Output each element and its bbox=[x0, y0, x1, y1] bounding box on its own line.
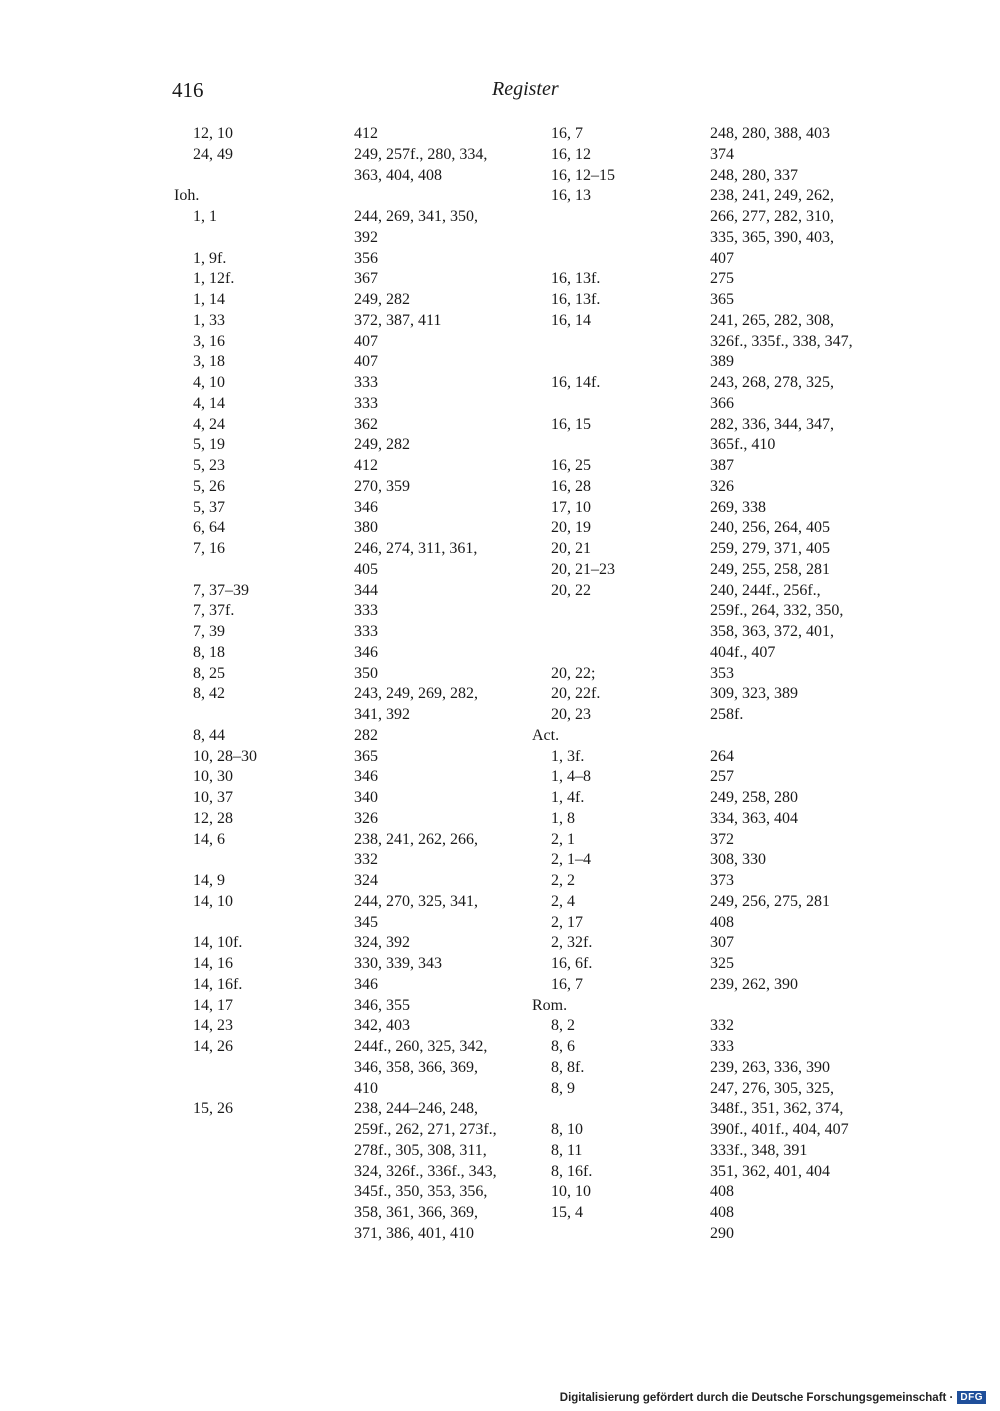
reference-entry bbox=[532, 643, 702, 664]
reference-entry: 1, 33 bbox=[193, 311, 225, 329]
page-references: 410 bbox=[354, 1079, 378, 1097]
page-references: 380 bbox=[354, 519, 378, 537]
reference-entry bbox=[532, 601, 702, 622]
reference-entry bbox=[532, 249, 702, 270]
reference-entry: 8, 18 bbox=[193, 643, 225, 661]
page-references: 412 bbox=[354, 457, 378, 474]
page-references bbox=[354, 186, 524, 207]
reference-entry: 8, 9 bbox=[551, 1079, 575, 1097]
page-references: 365 bbox=[710, 291, 734, 308]
page-references: 241, 265, 282, 308, bbox=[710, 311, 834, 329]
page-references: 346 bbox=[354, 643, 378, 661]
page-references: 332 bbox=[710, 1017, 734, 1035]
page-references: 333 bbox=[354, 623, 378, 640]
page-references: 390f., 401f., 404, 407 bbox=[710, 1121, 849, 1138]
column-2-pages bbox=[354, 124, 524, 1245]
page-references: 363, 404, 408 bbox=[354, 166, 442, 184]
reference-entry: 20, 21–23 bbox=[551, 560, 615, 578]
page-references: 278f., 305, 308, 311, bbox=[354, 1141, 487, 1159]
reference-entry: 2, 32f. bbox=[551, 934, 593, 952]
reference-entry: 5, 19 bbox=[193, 436, 225, 454]
page-references: 248, 280, 388, 403 bbox=[710, 125, 830, 142]
page-references: 353 bbox=[710, 664, 734, 682]
reference-entry: 10, 30 bbox=[193, 768, 233, 786]
page-references: 249, 255, 258, 281 bbox=[710, 560, 830, 578]
reference-entry: 1, 9f. bbox=[193, 249, 227, 267]
footer-credit bbox=[560, 1391, 986, 1404]
page-references: 335, 365, 390, 403, bbox=[710, 228, 834, 246]
reference-entry bbox=[532, 207, 702, 228]
page-references: 324, 392 bbox=[354, 934, 410, 952]
reference-entry: 8, 2 bbox=[551, 1017, 575, 1035]
reference-entry: 14, 17 bbox=[193, 996, 233, 1014]
reference-entry bbox=[532, 332, 702, 353]
reference-entry: 8, 42 bbox=[193, 685, 225, 703]
page-references: 243, 268, 278, 325, bbox=[710, 374, 834, 391]
reference-entry: 7, 37–39 bbox=[193, 581, 249, 599]
page-references: 346, 355 bbox=[354, 996, 410, 1014]
reference-entry bbox=[174, 705, 344, 726]
page-references: 275 bbox=[710, 270, 734, 288]
reference-entry: 1, 3f. bbox=[551, 747, 585, 765]
reference-entry: 16, 25 bbox=[551, 457, 591, 474]
reference-entry: 1, 1 bbox=[193, 208, 217, 225]
reference-entry: 20, 22f. bbox=[551, 685, 601, 703]
page-references: 326f., 335f., 338, 347, bbox=[710, 332, 853, 350]
page-references: 350 bbox=[354, 664, 378, 682]
reference-entry bbox=[174, 560, 344, 581]
page-references: 392 bbox=[354, 228, 378, 246]
page-references: 240, 244f., 256f., bbox=[710, 581, 821, 599]
reference-entry: 14, 16 bbox=[193, 955, 233, 972]
reference-entry: 17, 10 bbox=[551, 498, 591, 516]
page-references: 351, 362, 401, 404 bbox=[710, 1162, 830, 1180]
reference-entry: 12, 28 bbox=[193, 809, 233, 827]
page-references: 389 bbox=[710, 353, 734, 371]
page-references: 308, 330 bbox=[710, 851, 766, 869]
reference-entry bbox=[532, 435, 702, 456]
page-references: 258f. bbox=[710, 706, 744, 723]
reference-entry: 10, 28–30 bbox=[193, 747, 257, 765]
reference-entry: 20, 22 bbox=[551, 581, 591, 599]
reference-entry: 14, 10f. bbox=[193, 934, 243, 952]
reference-entry: 15, 4 bbox=[551, 1204, 583, 1221]
page-number: 416 bbox=[172, 78, 204, 102]
page-references: 257 bbox=[710, 768, 734, 786]
reference-entry: 16, 12 bbox=[551, 145, 591, 163]
page-references: 408 bbox=[710, 1183, 734, 1201]
reference-entry: 16, 13f. bbox=[551, 291, 601, 308]
column-4-pages bbox=[710, 124, 880, 1245]
page-references: 307 bbox=[710, 934, 734, 952]
page-references bbox=[710, 726, 880, 747]
reference-entry: 6, 64 bbox=[193, 519, 225, 537]
reference-entry: 14, 26 bbox=[193, 1038, 233, 1055]
page-references: 249, 258, 280 bbox=[710, 789, 798, 806]
reference-entry: 8, 25 bbox=[193, 664, 225, 682]
reference-entry: 1, 14 bbox=[193, 291, 225, 308]
reference-entry: 20, 23 bbox=[551, 706, 591, 723]
page-references: 334, 363, 404 bbox=[710, 809, 798, 827]
column-1-references bbox=[174, 124, 344, 1120]
reference-entry bbox=[174, 1079, 344, 1100]
reference-entry: 1, 4–8 bbox=[551, 768, 591, 786]
reference-entry: 8, 8f. bbox=[551, 1058, 585, 1076]
reference-entry: 8, 44 bbox=[193, 726, 225, 744]
page-references: 371, 386, 401, 410 bbox=[354, 1224, 474, 1242]
page-references: 326 bbox=[710, 477, 734, 495]
page-references: 324, 326f., 336f., 343, bbox=[354, 1162, 497, 1180]
reference-entry: 20, 21 bbox=[551, 540, 591, 557]
reference-entry: 2, 17 bbox=[551, 913, 583, 931]
reference-entry: 14, 6 bbox=[193, 830, 225, 848]
page-references: 346 bbox=[354, 768, 378, 786]
reference-entry: 8, 10 bbox=[551, 1121, 583, 1138]
page-references: 290 bbox=[710, 1224, 734, 1242]
page-references: 244f., 260, 325, 342, bbox=[354, 1038, 488, 1055]
page-references: 333 bbox=[354, 374, 378, 391]
reference-entry bbox=[174, 1058, 344, 1079]
page-references: 346 bbox=[354, 975, 378, 993]
footer-text: Digitalisierung gefördert durch die Deutsche Forschungsgemeinschaft · bbox=[559, 1391, 954, 1404]
reference-entry: 5, 23 bbox=[193, 457, 225, 474]
page-references: 408 bbox=[710, 913, 734, 931]
page-references: 404f., 407 bbox=[710, 643, 776, 661]
page-references: 330, 339, 343 bbox=[354, 955, 442, 972]
page-references: 344 bbox=[354, 581, 378, 599]
page-references: 408 bbox=[710, 1204, 734, 1221]
page-references: 412 bbox=[354, 125, 378, 142]
page-references: 345 bbox=[354, 913, 378, 931]
dfg-logo: DFG bbox=[957, 1391, 986, 1404]
reference-entry: 2, 1 bbox=[551, 830, 575, 848]
reference-entry bbox=[532, 394, 702, 415]
reference-entry: 20, 22; bbox=[551, 664, 596, 682]
reference-entry: 2, 2 bbox=[551, 872, 575, 889]
reference-entry: 1, 12f. bbox=[193, 270, 235, 288]
column-3-references bbox=[532, 124, 702, 1224]
page-references: 348f., 351, 362, 374, bbox=[710, 1100, 844, 1118]
page-references: 346 bbox=[354, 498, 378, 516]
reference-entry: 3, 18 bbox=[193, 353, 225, 371]
running-title: Register bbox=[492, 78, 559, 100]
reference-entry bbox=[532, 228, 702, 249]
reference-entry: 20, 19 bbox=[551, 519, 591, 537]
reference-entry: 1, 8 bbox=[551, 809, 575, 827]
page-references: 259, 279, 371, 405 bbox=[710, 540, 830, 557]
reference-entry: 4, 14 bbox=[193, 394, 225, 412]
page-references bbox=[710, 996, 880, 1017]
page-references: 340 bbox=[354, 789, 378, 806]
page-references: 249, 282 bbox=[354, 291, 410, 308]
reference-entry: 4, 24 bbox=[193, 415, 225, 433]
reference-entry: 2, 4 bbox=[551, 892, 575, 910]
reference-entry: 14, 23 bbox=[193, 1017, 233, 1035]
page-references: 358, 361, 366, 369, bbox=[354, 1204, 478, 1221]
reference-entry: 16, 7 bbox=[551, 125, 583, 142]
reference-entry: 8, 6 bbox=[551, 1038, 575, 1055]
reference-entry: 16, 13f. bbox=[551, 270, 601, 288]
reference-entry bbox=[174, 850, 344, 871]
reference-entry: 16, 12–15 bbox=[551, 166, 615, 184]
page-references: 373 bbox=[710, 872, 734, 889]
page-references: 270, 359 bbox=[354, 477, 410, 495]
page-references: 239, 262, 390 bbox=[710, 975, 798, 993]
reference-entry: 4, 10 bbox=[193, 374, 225, 391]
page-references: 333 bbox=[354, 394, 378, 412]
reference-entry bbox=[174, 228, 344, 249]
reference-entry: 3, 16 bbox=[193, 332, 225, 350]
page-references: 341, 392 bbox=[354, 706, 410, 723]
page-references: 366 bbox=[710, 394, 734, 412]
page-references: 332 bbox=[354, 851, 378, 869]
reference-entry: 14, 9 bbox=[193, 872, 225, 889]
page-references: 324 bbox=[354, 872, 378, 889]
page-references: 282 bbox=[354, 726, 378, 744]
reference-entry bbox=[532, 352, 702, 373]
reference-entry: 10, 37 bbox=[193, 789, 233, 806]
page-references: 248, 280, 337 bbox=[710, 166, 798, 184]
page-references: 333 bbox=[710, 1038, 734, 1055]
page-references: 365 bbox=[354, 747, 378, 765]
reference-entry: 24, 49 bbox=[193, 145, 233, 163]
page-references: 362 bbox=[354, 415, 378, 433]
reference-entry: 8, 16f. bbox=[551, 1162, 593, 1180]
reference-entry: 5, 37 bbox=[193, 498, 225, 516]
page-references: 266, 277, 282, 310, bbox=[710, 208, 834, 225]
page-references: 387 bbox=[710, 457, 734, 474]
reference-entry: 2, 1–4 bbox=[551, 851, 591, 869]
page-references: 239, 263, 336, 390 bbox=[710, 1058, 830, 1076]
page-references: 238, 241, 262, 266, bbox=[354, 830, 478, 848]
book-heading: Act. bbox=[532, 726, 560, 744]
page-references: 407 bbox=[354, 353, 378, 371]
reference-entry: 12, 10 bbox=[193, 125, 233, 142]
page-references: 309, 323, 389 bbox=[710, 685, 798, 703]
page-references: 246, 274, 311, 361, bbox=[354, 540, 478, 557]
reference-entry: 7, 39 bbox=[193, 623, 225, 640]
reference-entry: 16, 14 bbox=[551, 311, 591, 329]
page-references: 356 bbox=[354, 249, 378, 267]
page-references: 407 bbox=[354, 332, 378, 350]
page-references: 407 bbox=[710, 249, 734, 267]
page-references: 372 bbox=[710, 830, 734, 848]
page-references: 240, 256, 264, 405 bbox=[710, 519, 830, 537]
reference-entry: 14, 16f. bbox=[193, 975, 243, 993]
page-references: 282, 336, 344, 347, bbox=[710, 415, 834, 433]
page-references: 244, 269, 341, 350, bbox=[354, 208, 478, 225]
reference-entry: 8, 11 bbox=[551, 1141, 583, 1159]
book-heading: Ioh. bbox=[174, 187, 200, 205]
page-references: 269, 338 bbox=[710, 498, 766, 516]
page-references: 259f., 264, 332, 350, bbox=[710, 602, 844, 620]
page-references: 358, 363, 372, 401, bbox=[710, 623, 834, 640]
page-references: 346, 358, 366, 369, bbox=[354, 1058, 478, 1076]
page-references: 259f., 262, 271, 273f., bbox=[354, 1121, 497, 1138]
page-references: 372, 387, 411 bbox=[354, 311, 442, 329]
page-references: 374 bbox=[710, 145, 734, 163]
reference-entry: 16, 28 bbox=[551, 477, 591, 495]
page-references: 405 bbox=[354, 560, 378, 578]
page-references: 247, 276, 305, 325, bbox=[710, 1079, 834, 1097]
page-references: 365f., 410 bbox=[710, 436, 776, 454]
page-references: 249, 257f., 280, 334, bbox=[354, 145, 488, 163]
page-references: 249, 282 bbox=[354, 436, 410, 454]
page-references: 367 bbox=[354, 270, 378, 288]
page-references: 264 bbox=[710, 747, 734, 765]
page-references: 243, 249, 269, 282, bbox=[354, 685, 478, 703]
reference-entry: 7, 16 bbox=[193, 540, 225, 557]
reference-entry bbox=[174, 166, 344, 187]
page-references: 249, 256, 275, 281 bbox=[710, 892, 830, 910]
reference-entry: 10, 10 bbox=[551, 1183, 591, 1201]
page-references: 342, 403 bbox=[354, 1017, 410, 1035]
page-references: 325 bbox=[710, 955, 734, 972]
reference-entry: 14, 10 bbox=[193, 892, 233, 910]
reference-entry: 15, 26 bbox=[193, 1100, 233, 1118]
reference-entry: 16, 7 bbox=[551, 975, 583, 993]
reference-entry: 16, 15 bbox=[551, 415, 591, 433]
reference-entry: 5, 26 bbox=[193, 477, 225, 495]
reference-entry: 7, 37f. bbox=[193, 602, 235, 620]
page-references: 333f., 348, 391 bbox=[710, 1141, 808, 1159]
reference-entry bbox=[532, 622, 702, 643]
reference-entry: 16, 13 bbox=[551, 187, 591, 205]
page-references: 333 bbox=[354, 602, 378, 620]
reference-entry bbox=[174, 913, 344, 934]
reference-entry: 16, 6f. bbox=[551, 955, 593, 972]
reference-entry bbox=[532, 1099, 702, 1120]
page-references: 345f., 350, 353, 356, bbox=[354, 1183, 488, 1201]
page-references: 238, 244–246, 248, bbox=[354, 1100, 478, 1118]
reference-entry: 16, 14f. bbox=[551, 374, 601, 391]
reference-entry: 1, 4f. bbox=[551, 789, 585, 806]
page-references: 238, 241, 249, 262, bbox=[710, 187, 834, 205]
page-references: 326 bbox=[354, 809, 378, 827]
book-heading: Rom. bbox=[532, 996, 568, 1014]
page-references: 244, 270, 325, 341, bbox=[354, 892, 478, 910]
